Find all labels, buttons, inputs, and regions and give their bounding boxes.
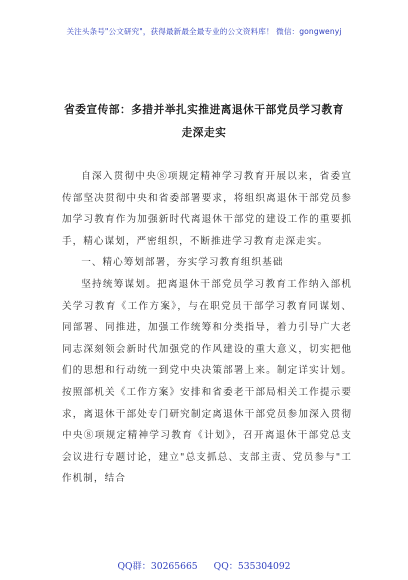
paragraph-intro: 自深入贯彻中央⑧项规定精神学习教育开展以来，省委宣传部坚决贯彻中央和省委部署要求，将组织离退休干部党员参加学习教育作为加强新时代离退休干部党的建设工作的重要抓手，精心谋划，严密组织，不断推进学习教育走深走实。	[62, 171, 352, 247]
footer-qq: QQ：535304092	[213, 561, 291, 572]
footer	[0, 558, 408, 572]
document-title-continued: 走深走实	[181, 127, 227, 139]
footer-qq-group: QQ群：30265665	[117, 561, 198, 572]
document-body	[62, 166, 352, 490]
document-title: 省委宣传部：多措并举扎实推进离退休干部党员学习教育	[64, 104, 344, 116]
header-banner: 关注头条号"公文研究"，获得最新最全最专业的公文资料库！ 微信：gongwenyj	[66, 27, 342, 36]
paragraph-detail: 坚持统筹谋划。把离退休干部党员学习教育工作纳入部机关学习教育《工作方案》，与在职党员干部学习教育同谋划、同部署、同推进，加强工作统筹和分类指导，着力引导广大老同志深刻领会新时代加强党的作风建设的重大意义，切实把他们的思想和行动统一到党中央决策部署上来。制定详实计划。按照部机关《工作方案》安排和省委老干部局相关工作提示要求，离退休干部处专门研究制定离退休干部党员参加深入贯彻中央⑧项规定精神学习教育《计划》，召开离退休干部党总支会议进行专题讨论，建立"总支抓总、支部主责、党员参与"工作机制，结合	[62, 278, 352, 485]
section-heading: 一、精心筹划部署，夯实学习教育组织基础	[81, 257, 284, 269]
